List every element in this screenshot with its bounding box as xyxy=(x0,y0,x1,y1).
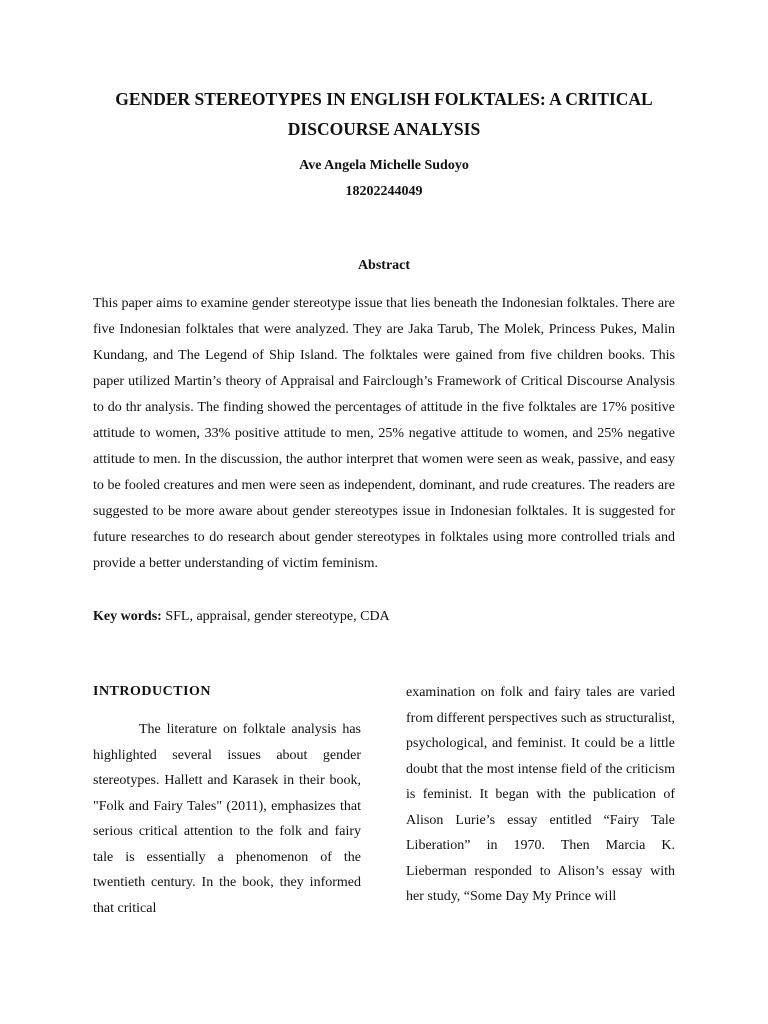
introduction-heading: INTRODUCTION xyxy=(93,684,212,699)
paper-title: GENDER STEREOTYPES IN ENGLISH FOLKTALES: A CRITICAL DISCOURSE ANALYSIS xyxy=(115,89,653,139)
author-name: Ave Angela Michelle Sudoyo xyxy=(299,158,469,173)
student-id: 18202244049 xyxy=(345,184,423,199)
introduction-left-column: The literature on folktale analysis has highlighted several issues about gender stereotypes. Hallett and Karasek in their book, "Folk and Fairy Tales" (2011), emphasizes that serious critical attention to the folk and fairy tale is essentially a phenomenon of the twentieth century. In the book, they informed that critical xyxy=(93,722,361,916)
introduction-right-column: examination on folk and fairy tales are varied from different perspectives such as structuralist, psychological, and feminist. It could be a little doubt that the most intense field of the criticism is feminist. It began with the publication of Alison Lurie’s essay entitled “Fairy Tale Liberation” in 1970. Then Marcia K. Lieberman responded to Alison’s essay with her study, “Some Day My Prince will xyxy=(406,685,675,904)
keywords-label: Key words: xyxy=(93,609,162,624)
keywords-text: SFL, appraisal, gender stereotype, CDA xyxy=(161,609,390,624)
abstract-body: This paper aims to examine gender stereotype issue that lies beneath the Indonesian folktales. There are five Indonesian folktales that were analyzed. They are Jaka Tarub, The Molek, Princess Pukes, Malin Kundang, and The Legend of Ship Island. The folktales were gained from five children books. This paper utilized Martin’s theory of Appraisal and Fairclough’s Framework of Critical Discourse Analysis to do thr analysis. The finding showed the percentages of attitude in the five folktales are 17% positive attitude to women, 33% positive attitude to men, 25% negative attitude to women, and 25% negative attitude to men. In the discussion, the author interpret that women were seen as weak, passive, and easy to be fooled creatures and men were seen as independent, dominant, and rude creatures. The readers are suggested to be more aware about gender stereotypes issue in Indonesian folktales. It is suggested for future researches to do research about gender stereotypes in folktales using more controlled trials and provide a better understanding of victim feminism. xyxy=(93,296,675,571)
abstract-heading: Abstract xyxy=(357,258,411,273)
keywords-line xyxy=(93,609,390,625)
